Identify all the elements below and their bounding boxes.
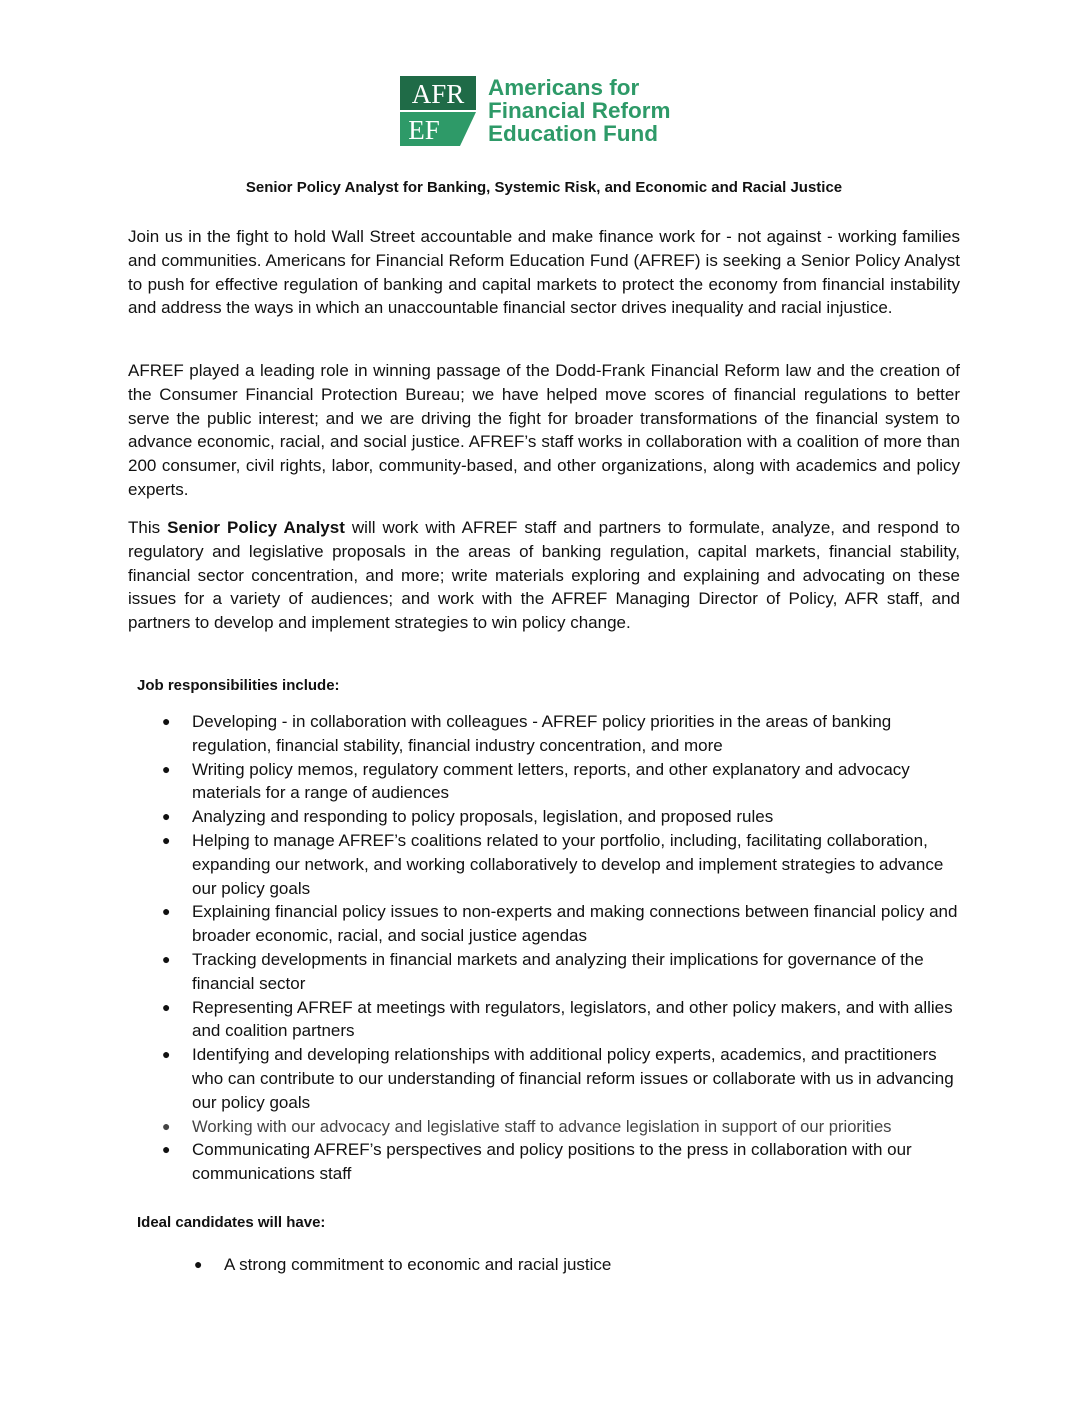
list-item (160, 948, 970, 996)
logo-line-3: Education Fund (488, 121, 658, 146)
document-title: Senior Policy Analyst for Banking, Systemic Risk, and Economic and Racial Justice (245, 179, 843, 196)
list-item (160, 1043, 970, 1114)
logo-line-1: Americans for (488, 75, 640, 100)
logo-mark-top: AFR (411, 79, 465, 109)
bullet-icon: ● (194, 1256, 203, 1272)
list-item (160, 829, 970, 900)
bullet-icon: ● (162, 831, 171, 848)
role-paragraph-lead: This (128, 518, 168, 537)
list-item (160, 1115, 970, 1139)
list-item-text: Developing - in collaboration with colleagues - AFREF policy priorities in the areas of banking regulation, financial stability, financial industry concentration, and more (192, 712, 892, 755)
candidates-heading: Ideal candidates will have: (137, 1214, 326, 1231)
list-item (160, 900, 970, 948)
responsibilities-list (160, 710, 970, 1186)
intro-paragraph: Join us in the fight to hold Wall Street accountable and make finance work for - not against - working families and communities. Americans for Financial Reform Education Fund (AFREF) is seeking a Senior Policy Analyst to push for effective regulation of banking and capital markets to protect the economy from financial instability and address the ways in which an unaccountable financial sector drives inequality and racial injustice. (128, 227, 960, 318)
list-item (160, 805, 970, 829)
candidates-list (192, 1253, 952, 1277)
bullet-icon: ● (162, 713, 171, 729)
list-item (192, 1253, 952, 1277)
bullet-icon: ● (162, 950, 171, 967)
role-paragraph-rest: will work with AFREF staff and partners to formulate, analyze, and respond to regulatory and legislative proposals in the areas of banking regulation, capital markets, financial stability, financial sector concentration, and more; write materials exploring and explaining and advocating on these issues for a variety of audiences; and work with the AFREF Managing Director of Policy, AFR staff, and partners to develop and implement strategies to win policy change. (128, 518, 960, 633)
bullet-icon: ● (162, 998, 171, 1015)
afref-logo-mark (400, 76, 476, 146)
logo-wordmark (488, 76, 708, 145)
list-item-text: Explaining financial policy issues to non-experts and making connections between financial policy and broader economic, racial, and social justice agendas (192, 902, 958, 946)
list-item (160, 710, 970, 758)
bullet-icon: ● (162, 1117, 171, 1134)
list-item-text: Identifying and developing relationships with additional policy experts, academics, and practitioners who can contribute to our understanding of financial reform issues or collaborate with us in advancing our policy goals (192, 1045, 954, 1112)
list-item (160, 758, 970, 806)
logo-line-2: Financial Reform (488, 98, 671, 123)
bullet-icon: ● (162, 1141, 171, 1158)
list-item-text: Representing AFREF at meetings with regulators, legislators, and other policy makers, and with allies and coalition partners (192, 997, 953, 1041)
logo-mark-bottom: EF (408, 115, 440, 145)
bullet-icon: ● (162, 903, 171, 920)
list-item-text: Communicating AFREF’s perspectives and policy positions to the press in collaboration with our communications staff (192, 1140, 912, 1184)
responsibilities-heading: Job responsibilities include: (137, 677, 340, 694)
role-paragraph (128, 516, 960, 635)
bullet-icon: ● (162, 760, 171, 777)
list-item-text: Analyzing and responding to policy proposals, legislation, and proposed rules (192, 807, 774, 827)
about-paragraph: AFREF played a leading role in winning passage of the Dodd-Frank Financial Reform law and the creation of the Consumer Financial Protection Bureau; we have helped move scores of financial regulations to better serve the public interest; and we are driving the fight for broader transformations of the financial system to advance economic, racial, and social justice. AFREF’s staff works in collaboration with a coalition of more than 200 consumer, civil rights, labor, community-based, and other organizations, along with academics and policy experts. (128, 361, 960, 499)
list-item (160, 996, 970, 1044)
list-item-text: Helping to manage AFREF’s coalitions related to your portfolio, including, facilitating collaboration, expanding our network, and working collaboratively to develop and implement strategies to advance our policy goals (192, 830, 944, 898)
list-item (160, 1138, 970, 1186)
bullet-icon: ● (162, 808, 171, 825)
role-title-bold: Senior Policy Analyst (167, 518, 345, 537)
list-item-text: Tracking developments in financial markets and analyzing their implications for governance of the financial sector (192, 949, 924, 993)
bullet-icon: ● (162, 1046, 171, 1063)
afref-logo (400, 76, 700, 148)
list-item-text: Writing policy memos, regulatory comment letters, reports, and other explanatory and advocacy materials for a range of audiences (192, 759, 910, 803)
list-item-text: Working with our advocacy and legislative staff to advance legislation in support of our priorities (192, 1116, 892, 1136)
list-item-text: A strong commitment to economic and racial justice (224, 1255, 612, 1274)
